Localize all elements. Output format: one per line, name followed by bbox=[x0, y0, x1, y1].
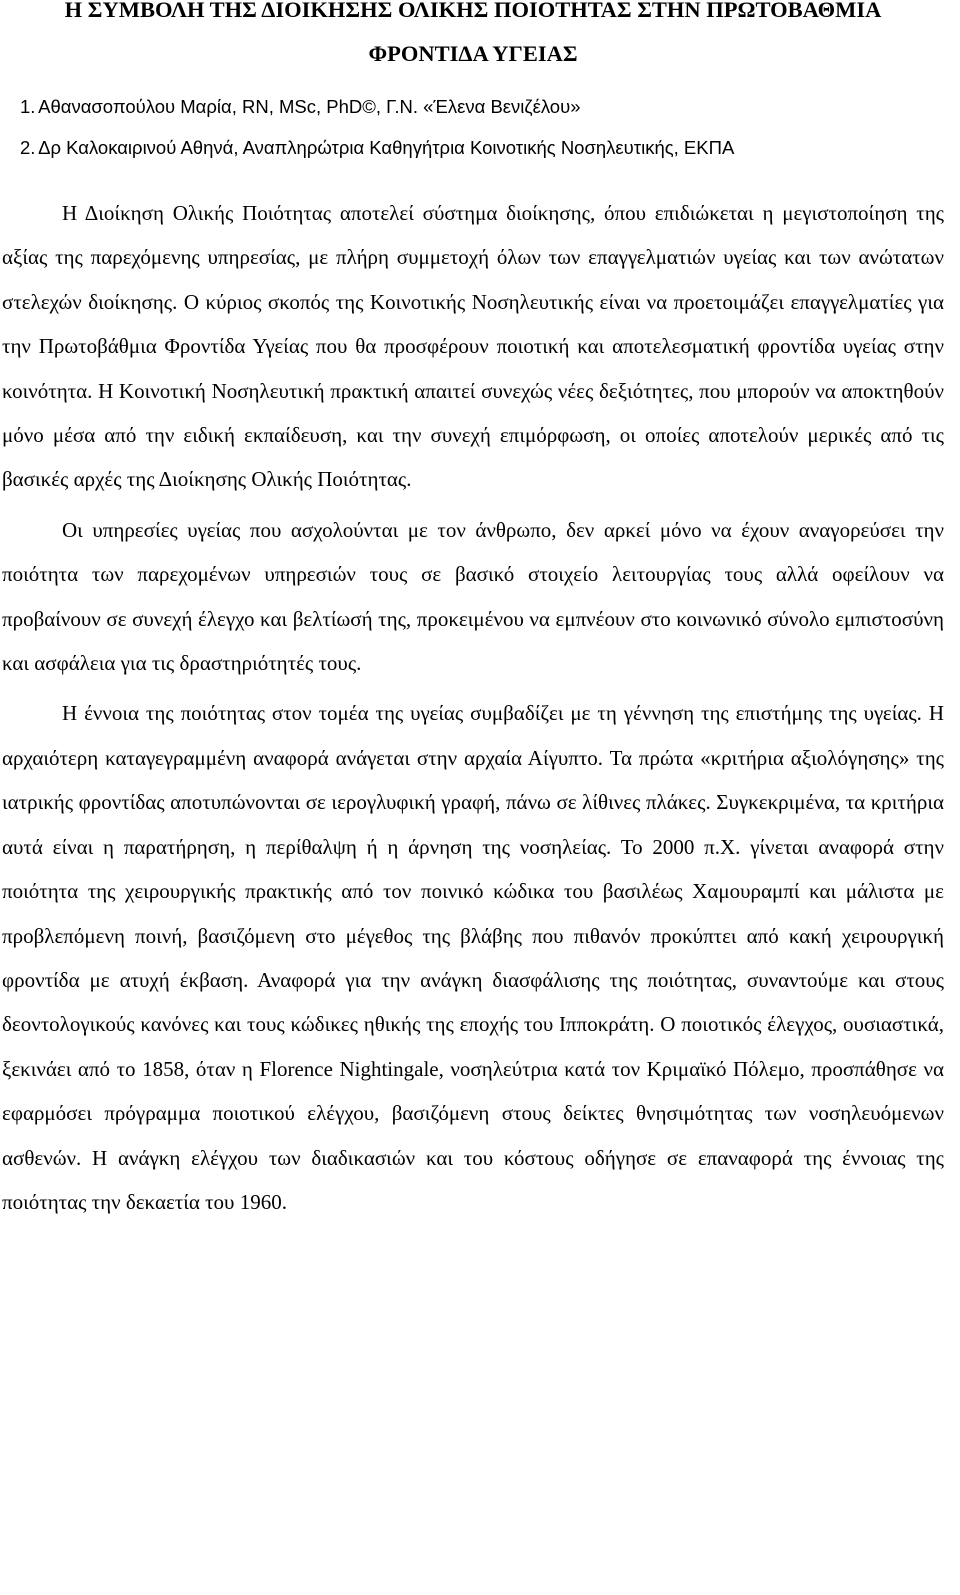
author-text: Δρ Καλοκαιρινού Αθηνά, Αναπληρώτρια Καθηγήτρια Κοινοτικής Νοσηλευτικής, ΕΚΠΑ bbox=[38, 137, 735, 158]
body-text bbox=[2, 191, 944, 1224]
author-text: Αθανασοπούλου Μαρία, RN, MSc, PhD©, Γ.Ν. «Έλενα Βενιζέλου» bbox=[38, 96, 581, 117]
paragraph: Η Διοίκηση Ολικής Ποιότητας αποτελεί σύστημα διοίκησης, όπου επιδιώκεται η μεγιστοποίηση της αξίας της παρεχόμενης υπηρεσίας, με πλήρη συμμετοχή όλων των επαγγελματιών υγείας και των ανώτατων στελεχών διοίκησης. Ο κύριος σκοπός της Κοινοτικής Νοσηλευτικής είναι να προετοιμάζει επαγγελματίες για την Πρωτοβάθμια Φροντίδα Υγείας που θα προσφέρουν ποιοτική και αποτελεσματική φροντίδα υγείας στην κοινότητα. Η Κοινοτική Νοσηλευτική πρακτική απαιτεί συνεχώς νέες δεξιότητες, που μπορούν να αποκτηθούν μόνο μέσα από την ειδική εκπαίδευση, και την συνεχή επιμόρφωση, οι οποίες αποτελούν μερικές από τις βασικές αρχές της Διοίκησης Ολικής Ποιότητας. bbox=[2, 201, 944, 492]
author-number: 2. bbox=[20, 137, 36, 158]
author-item bbox=[2, 86, 944, 127]
author-number: 1. bbox=[20, 96, 36, 117]
paragraph: Η έννοια της ποιότητας στον τομέα της υγείας συμβαδίζει με τη γέννηση της επιστήμης της υγείας. Η αρχαιότερη καταγεγραμμένη αναφορά ανάγεται στην αρχαία Αίγυπτο. Τα πρώτα «κριτήρια αξιολόγησης» της ιατρικής φροντίδας αποτυπώνονται σε ιερογλυφική γραφή, πάνω σε λίθινες πλάκες. Συγκεκριμένα, τα κριτήρια αυτά είναι η παρατήρηση, η περίθαλψη ή η άρνηση της νοσηλείας. Το 2000 π.Χ. γίνεται αναφορά στην ποιότητα της χειρουργικής πρακτικής από τον ποινικό κώδικα του βασιλέως Χαμουραμπί και μάλιστα με προβλεπόμενη ποινή, βασιζόμενη στο μέγεθος της βλάβης που πιθανόν προκύπτει από κακή χειρουργική φροντίδα με ατυχή έκβαση. Αναφορά για την ανάγκη διασφάλισης της ποιότητας, συναντούμε και στους δεοντολογικούς κανόνες και τους κώδικες ηθικής της εποχής του Ιπποκράτη. Ο ποιοτικός έλεγχος, ουσιαστικά, ξεκινάει από το 1858, όταν η Florence Nightingale, νοσηλεύτρια κατά τον Κριμαϊκό Πόλεμο, προσπάθησε να εφαρμόσει πρόγραμμα ποιοτικού ελέγχου, βασιζόμενη στους δείκτες θνησιμότητας των νοσηλευόμενων ασθενών. Η ανάγκη ελέγχου των διαδικασιών και του κόστους οδήγησε σε επαναφορά της έννοιας της ποιότητας την δεκαετία του 1960. bbox=[2, 701, 944, 1214]
author-item bbox=[2, 127, 944, 168]
paragraph: Οι υπηρεσίες υγείας που ασχολούνται με τον άνθρωπο, δεν αρκεί μόνο να έχουν αναγορεύσει την ποιότητα των παρεχομένων υπηρεσιών τους σε βασικό στοιχείο λειτουργίας τους αλλά οφείλουν να προβαίνουν σε συνεχή έλεγχο και βελτίωσή της, προκειμένου να εμπνέουν στο κοινωνικό σύνολο εμπιστοσύνη και ασφάλεια για τις δραστηριότητές τους. bbox=[2, 517, 944, 676]
document-title: Η ΣΥΜΒΟΛΗ ΤΗΣ ΔΙΟΙΚΗΣΗΣ ΟΛΙΚΗΣ ΠΟΙΟΤΗΤΑΣ ΣΤΗΝ ΠΡΩΤΟΒΑΘΜΙΑ ΦΡΟΝΤΙΔΑ ΥΓΕΙΑΣ bbox=[64, 0, 882, 66]
author-list bbox=[2, 86, 944, 168]
